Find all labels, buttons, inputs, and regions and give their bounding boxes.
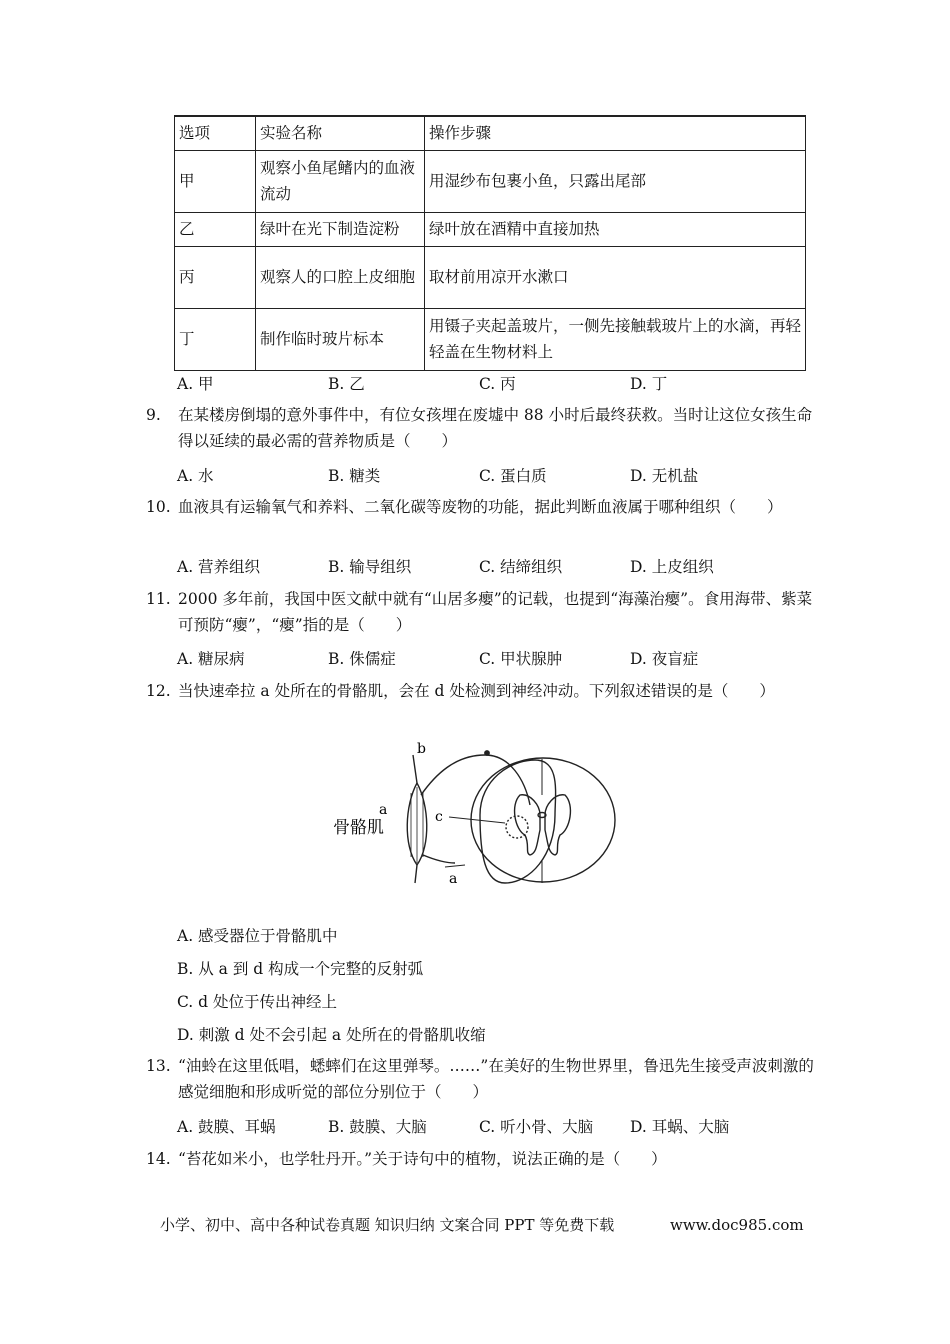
- option-a: A. 甲: [177, 375, 214, 393]
- option-b: B. 乙: [328, 375, 365, 393]
- reflex-arc-diagram: [325, 735, 625, 890]
- muscle-label: 骨骼肌: [333, 818, 384, 838]
- question-text: 在某楼房倒塌的意外事件中，有位女孩埋在废墟中 88 小时后最终获救。当时让这位女孩生命得以延续的最必需的营养物质是（ ）: [178, 406, 813, 450]
- page-footer: [160, 1214, 810, 1236]
- question-number: 9.: [146, 406, 161, 424]
- q9-options: [177, 463, 817, 489]
- q8-options: [177, 371, 817, 397]
- question-number: 10.: [146, 498, 171, 516]
- footer-text: 小学、初中、高中各种试卷真题 知识归纳 文案合同 PPT 等免费下载: [160, 1216, 615, 1234]
- question-12: [146, 678, 816, 704]
- question-number: 11.: [146, 590, 171, 608]
- q13-options: [177, 1114, 817, 1140]
- footer-url[interactable]: www.doc985.com: [670, 1216, 804, 1234]
- option-a: A. 感受器位于骨骼肌中: [177, 927, 338, 945]
- option-c: C. 蛋白质: [479, 467, 547, 485]
- table-header-cell: 实验名称: [256, 116, 425, 150]
- option-c: C. 结缔组织: [479, 558, 563, 576]
- option-a: A. 鼓膜、耳蜗: [177, 1118, 276, 1136]
- question-text: 血液具有运输氧气和养料、二氧化碳等废物的功能，据此判断血液属于哪种组织（ ）: [178, 498, 783, 516]
- question-14: [146, 1146, 816, 1172]
- question-number: 12.: [146, 682, 171, 700]
- question-text: “苔花如米小，也学牡丹开。”关于诗句中的植物，说法正确的是（ ）: [178, 1150, 667, 1168]
- table-cell: 用湿纱布包裹小鱼，只露出尾部: [425, 150, 806, 212]
- table-cell: 制作临时玻片标本: [256, 308, 425, 370]
- label-c: c: [435, 809, 443, 825]
- table-row: [175, 212, 806, 246]
- table-cell: 观察人的口腔上皮细胞: [256, 246, 425, 308]
- table-cell: 取材前用凉开水漱口: [425, 246, 806, 308]
- option-d: D. 耳蜗、大脑: [630, 1118, 730, 1136]
- question-text: 2000 多年前，我国中医文献中就有“山居多瘿”的记载，也提到“海藻治瘿”。食用海带、紫菜可预防“瘿”，“瘿”指的是（ ）: [178, 590, 813, 634]
- option-b: B. 糖类: [328, 467, 381, 485]
- question-number: 13.: [146, 1057, 171, 1075]
- option-a: A. 糖尿病: [177, 650, 245, 668]
- question-number: 14.: [146, 1150, 171, 1168]
- table-cell: 丙: [175, 246, 256, 308]
- option-b: B. 鼓膜、大脑: [328, 1118, 427, 1136]
- table-header-cell: 操作步骤: [425, 116, 806, 150]
- option-d: D. 刺激 d 处不会引起 a 处所在的骨骼肌收缩: [177, 1026, 486, 1044]
- table-cell: 丁: [175, 308, 256, 370]
- label-b: b: [417, 741, 426, 757]
- question-10: [146, 494, 816, 520]
- table-cell: 用镊子夹起盖玻片，一侧先接触载玻片上的水滴，再轻轻盖在生物材料上: [425, 308, 806, 370]
- label-a-bottom: a: [449, 871, 458, 887]
- option-b: B. 从 a 到 d 构成一个完整的反射弧: [177, 960, 424, 978]
- experiment-table: [174, 115, 806, 371]
- option-c: C. d 处位于传出神经上: [177, 993, 338, 1011]
- option-c: C. 丙: [479, 375, 516, 393]
- option-b: B. 输导组织: [328, 558, 412, 576]
- table-header-cell: 选项: [175, 116, 256, 150]
- label-a-top: a: [379, 802, 388, 818]
- option-c: C. 听小骨、大脑: [479, 1118, 594, 1136]
- option-b: B. 侏儒症: [328, 650, 396, 668]
- table-header-row: [175, 116, 806, 150]
- table-cell: 乙: [175, 212, 256, 246]
- table-cell: 观察小鱼尾鳍内的血液流动: [256, 150, 425, 212]
- table-row: [175, 150, 806, 212]
- option-a: A. 营养组织: [177, 558, 261, 576]
- option-d: D. 无机盐: [630, 467, 699, 485]
- table-row: [175, 308, 806, 370]
- question-11: [146, 586, 816, 638]
- question-13: [146, 1053, 816, 1105]
- question-text: “油蛉在这里低唱，蟋蟀们在这里弹琴。……”在美好的生物世界里，鲁迅先生接受声波刺激的感觉细胞和形成听觉的部位分别位于（ ）: [178, 1057, 814, 1101]
- q10-options: [177, 554, 817, 580]
- option-a: A. 水: [177, 467, 214, 485]
- table-row: [175, 246, 806, 308]
- q11-options: [177, 646, 817, 672]
- table-cell: 绿叶放在酒精中直接加热: [425, 212, 806, 246]
- option-c: C. 甲状腺肿: [479, 650, 563, 668]
- option-d: D. 丁: [630, 375, 668, 393]
- option-d: D. 夜盲症: [630, 650, 699, 668]
- question-9: [146, 402, 816, 454]
- table-cell: 甲: [175, 150, 256, 212]
- option-d: D. 上皮组织: [630, 558, 714, 576]
- table-cell: 绿叶在光下制造淀粉: [256, 212, 425, 246]
- question-text: 当快速牵拉 a 处所在的骨骼肌，会在 d 处检测到神经冲动。下列叙述错误的是（ ）: [178, 682, 775, 700]
